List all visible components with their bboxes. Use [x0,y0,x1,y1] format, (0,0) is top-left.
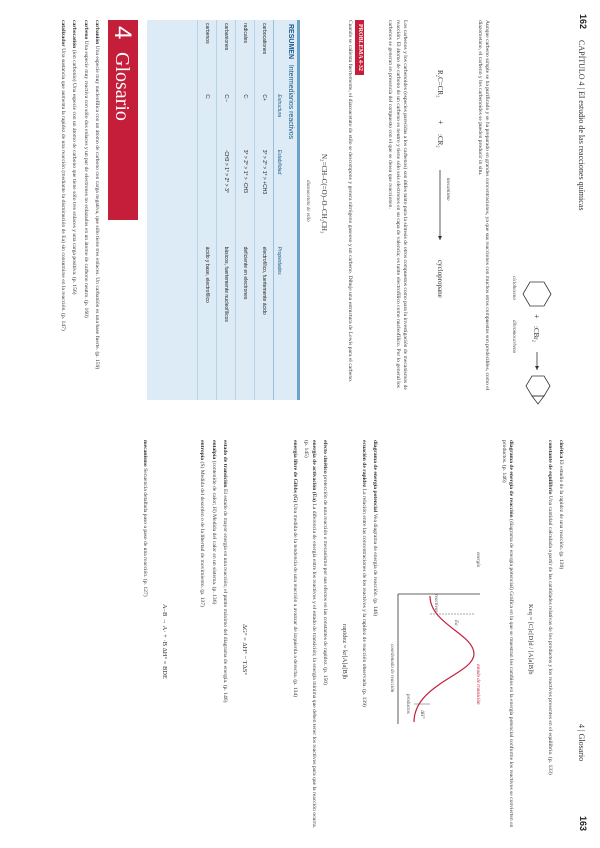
glossary-entry: carbeno Una especie muy reactiva con sólo dos enlaces y un par de electrones no enlazados en un átomo de carbono neutro. (p. 160) [82,20,89,318]
table-cell: ácido y base, electrofílico [198,244,217,400]
problem-title: PROBLEMA 4-32 [355,20,364,75]
glossary-entry: catalizador Una sustancia que aumenta la rapidez de una reacción (mediante la disminución de Ea) sin consumirse en la reacción. (p. 147) [59,20,66,331]
problem-text: Cuando se calienta fuertemente, el diazoacetato de etilo se descompone y genera nitrógeno gaseoso y un carbeno. Dibuje una estructura de Lewis para el carbeno. [346,20,353,383]
intro-paragraph: Aunque carbeno simple se ha purificado y se ha preparado en grandes concentraciones, ya que sus reacciones con muchos otros compuestos son predecibles, como el diazometano, el carbeno y los carbenoides se pueden producir in situ. [476,20,490,391]
glossary-column [286,440,328,830]
glossary-entry: efecto cinético protección de una reacción o mecanismo por sus efectos en las constantes de rapidez. (p. 150) [322,440,328,685]
table-cell: radicales [236,20,255,91]
table-cell [198,147,217,244]
svg-text:+: + [436,120,445,125]
label-reactants: reactivos [433,594,438,613]
summary-subtitle: Intermediarios reactivos [287,64,294,140]
glossary-entry: cinética El estudio de la rapidez de una reacción. (p. 139) [558,440,564,570]
glossary-column [137,440,148,830]
header-cell [274,20,285,91]
molecule-name: diazoacetato de etilo [305,180,310,222]
table-row [236,20,255,400]
diazoacetate-structure [308,150,338,290]
glossary-entry: diagrama de energía potencial Vea diagrama de energía de reacción. (p. 146) [372,440,378,617]
table-cell: C· [236,91,255,146]
glossary-entry: constante de equilibrio Una cantidad calculada a partir de las cantidades relativas de los productos y los reactivos presentes en el equilibrio. (p. 133) [546,440,553,775]
label-transition-state: estado de transición [475,664,480,705]
carbene-addition-diagram [420,60,460,380]
page-number: 162 [578,14,588,30]
glossary-column [54,20,100,400]
glossary-entry: ecuación de rapidez La relación entre las concentraciones de los reactivos y la rapidez de reacción observada. (p. 139) [360,440,367,707]
reagent-label: dibromocarbeno [511,320,516,354]
table-cell: carbenos [198,20,217,91]
table-cell: carbaniones [217,20,236,91]
reagent-label: ciclohexeno [511,276,516,300]
cyclopropanation-diagram [494,270,564,410]
glossary-entry: entropía (S) Medida del desorden o de la libertad de movimiento. (p. 137) [199,440,206,608]
svg-text::CBr₂: :CBr₂ [532,326,540,343]
glossary-entry: energía libre de Gibbs (G) Una medida de la tendencia de una reacción a avanzar de izquierda a derecha. (p. 134) [291,440,298,698]
running-head: CAPÍTULO 4 | El estudio de las reacciones químicas [577,40,586,211]
label-enthalpy: ΔH° [419,710,424,719]
glossary-entry: entalpía (contenido de calor; H) Medida del calor en un sistema. (p. 136) [210,440,217,605]
table-cell: C+ [255,91,274,146]
svg-text:cyclopropane: cyclopropane [436,260,444,298]
rate-equation: rapidez = kr[A]a[B]b [341,624,348,680]
glossary-column [194,440,228,830]
table-header-row [274,20,285,400]
table-cell: C: [198,91,217,146]
carbene-paragraph: Los carbenos y los carbenoides (especies parecidas a los carbenos) son útiles tanto para la síntesis de otros compuestos como para la investigación de mecanismos de reacción. El átomo de carbono de un carbeno es neutro y tiene sólo seis electrones en su capa de valencia; es tanto electrofílico como nucleofílico. Por lo general los carbenos se generan en presencia del compuesto con el que se desea que reaccionen. [387,20,408,390]
summary-title: RESUMEN [287,24,294,60]
header-cell: Estructura [274,91,285,146]
glossary-title: Glosario [111,52,133,121]
table-cell: deficiente en electrones [236,244,255,400]
table-cell: básicos, fuertemente nucleofílicos [217,244,236,400]
table-cell: 3° > 2° > 1° > ·CH3 [236,147,255,244]
table-row [198,20,217,400]
header-cell: Propiedades [274,244,285,400]
summary-table [197,20,284,400]
svg-text:N₂=CH–C(=O)–O–CH₂CH₃: N₂=CH–C(=O)–O–CH₂CH₃ [320,154,328,234]
summary-box [147,20,300,400]
right-page [0,424,600,848]
svg-text:R₂C=CR₂: R₂C=CR₂ [436,70,444,98]
svg-text::CR₂: :CR₂ [436,134,444,148]
glossary-entry: mecanismo Secuencia detallada paso a paso de una reacción. (p. 127) [142,440,148,597]
energy-diagram [388,574,488,734]
glossary-column [495,440,514,830]
table-row [255,20,274,400]
table-cell: ·CH3 > 1° > 2° > 3° [217,147,236,244]
running-head: 4 | Glosario [577,724,586,762]
table-cell: carbocationes [255,20,274,91]
glossary-entry: carbanión Una especie muy nucleofílica con un átomo de carbono con carga negativa, que sólo tiene tres enlaces. Un carbanión es una base fuerte. (p. 159) [94,20,100,370]
glossary-entry: carbocatión (ion carbonio) Una especie con un átomo de carbono que tiene sólo tres enlaces y una carga positiva. (p. 156) [71,20,78,295]
glossary-entry: energía de activación (Ea) La diferencia de energía entre los reactivos y el estado de transición; la energía mínima que deben tener los reactivos para que la reacción ocurra. (p. 145) [303,440,317,828]
reaction-label: mecanismo [445,178,450,201]
axis-label-energy: energía [475,552,480,568]
glossary-entry: diagrama de energía de reacción (diagrama de energía potencial) Gráfica en la que se muestran los cambios en la energía potencial conforme los reactivos se convierten en productos. (p. 146) [500,440,514,828]
glossary-entry: estado de transición El estado de mayor energía en una reacción; el punto máximo del diagrama de energía. (p. 146) [222,440,228,703]
label-activation-energy: Ea [453,620,458,626]
axis-label-reaction: coordenada de reacción [389,644,394,693]
page-number: 163 [578,816,588,832]
table-cell: C:− [217,91,236,146]
glossary-number: 4 [109,26,136,40]
svg-text:+: + [532,314,541,319]
header-cell: Estabilidad [274,147,285,244]
problem-box [345,20,364,400]
enthalpy-equation: A–B → A· + ·B ΔH° = BDE [161,604,168,679]
glossary-column [541,440,564,830]
label-products: productos [405,694,410,714]
gibbs-equation: ΔG° = ΔH° − TΔS° [241,624,248,676]
table-row [217,20,236,400]
equilibrium-equation: Keq = [C]c[D]d / [A]a[B]b [527,604,534,675]
table-cell: 3° > 2° > 1° > +CH3 [255,147,274,244]
table-cell: electrofílico, fuertemente ácido [255,244,274,400]
glossary-column [355,440,378,830]
